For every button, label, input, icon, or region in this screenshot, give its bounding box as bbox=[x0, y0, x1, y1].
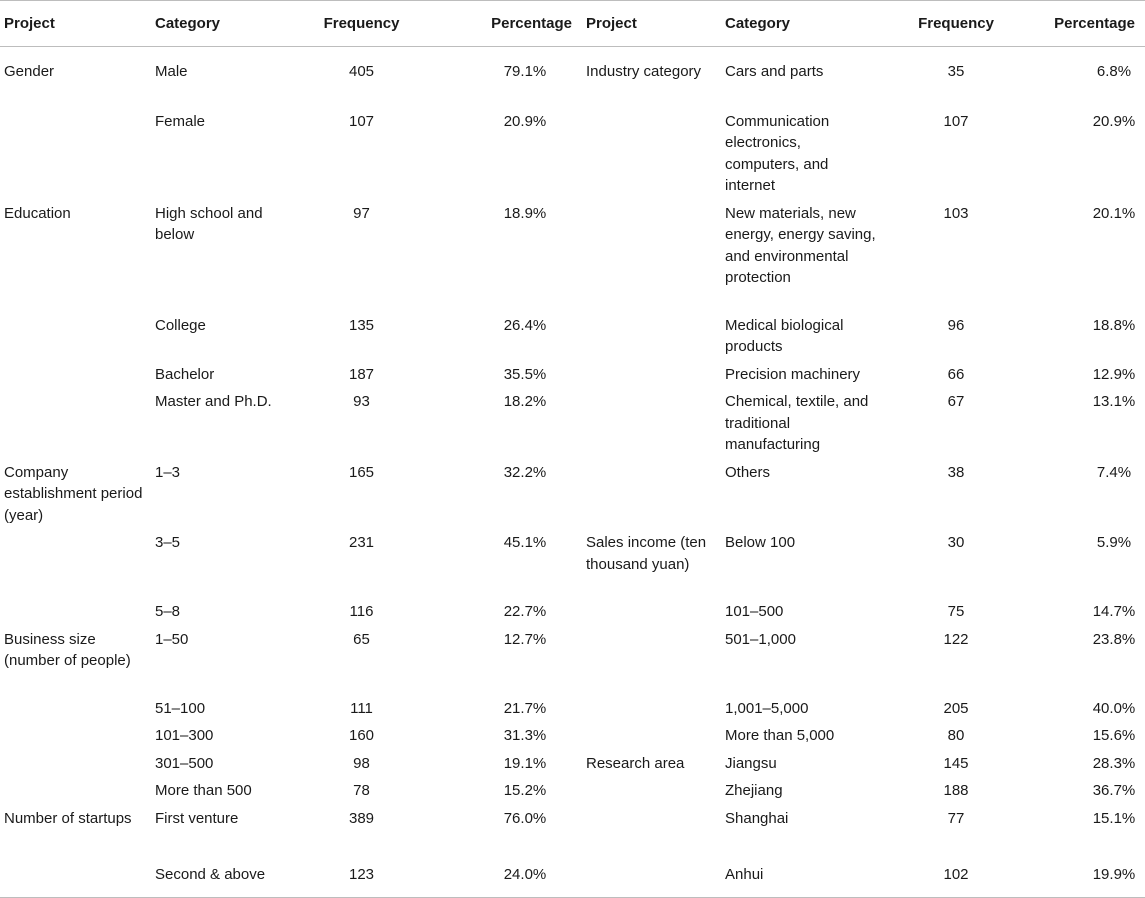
row-category-right-text: Jiangsu bbox=[725, 754, 777, 772]
row-project-left bbox=[0, 802, 155, 850]
row-category-left-text: 5–8 bbox=[155, 603, 181, 620]
row-percentage-right bbox=[1033, 850, 1145, 898]
row-project-right bbox=[582, 747, 725, 775]
row-category-right-text: Anhui bbox=[725, 865, 764, 883]
row-percentage-left bbox=[430, 802, 582, 850]
row-category-left bbox=[155, 105, 293, 197]
row-percentage-left-text: 32.2% bbox=[503, 463, 547, 481]
row-percentage-left bbox=[430, 850, 582, 898]
row-percentage-right bbox=[1033, 358, 1145, 386]
row-percentage-left-text: 21.7% bbox=[503, 699, 547, 717]
row-percentage-right-text: 28.3% bbox=[1092, 754, 1136, 772]
row-percentage-right-text: 13.1% bbox=[1092, 393, 1136, 410]
row-project-left bbox=[0, 623, 155, 692]
row-percentage-right bbox=[1033, 623, 1145, 692]
row-category-left-text: College bbox=[155, 316, 206, 334]
row-category-left bbox=[155, 385, 293, 456]
table-row bbox=[0, 47, 1145, 105]
row-percentage-right bbox=[1033, 595, 1145, 623]
row-frequency-left bbox=[293, 802, 430, 850]
row-category-left-text: 1–50 bbox=[155, 630, 189, 648]
row-category-right bbox=[725, 309, 879, 358]
row-percentage-left bbox=[430, 456, 582, 527]
row-frequency-right-text: 122 bbox=[943, 630, 969, 648]
row-frequency-right-text: 205 bbox=[943, 699, 969, 717]
row-frequency-right-text: 188 bbox=[943, 782, 969, 799]
row-project-right bbox=[582, 526, 725, 595]
row-percentage-right-text: 20.9% bbox=[1092, 112, 1136, 130]
row-frequency-right bbox=[879, 358, 1033, 386]
table-row bbox=[0, 456, 1145, 527]
row-project-left bbox=[0, 385, 155, 456]
row-frequency-left-text: 107 bbox=[348, 112, 375, 130]
row-frequency-left bbox=[293, 197, 430, 309]
row-category-right bbox=[725, 197, 879, 309]
row-project-left bbox=[0, 595, 155, 623]
row-percentage-left-text: 26.4% bbox=[503, 316, 547, 334]
row-frequency-left-text: 78 bbox=[353, 782, 370, 799]
row-percentage-right-text: 5.9% bbox=[1096, 534, 1132, 551]
row-percentage-left bbox=[430, 47, 582, 105]
row-frequency-left-text: 93 bbox=[353, 393, 370, 410]
row-frequency-right bbox=[879, 456, 1033, 527]
row-frequency-right bbox=[879, 385, 1033, 456]
row-category-right-text: 1,001–5,000 bbox=[725, 699, 809, 717]
row-percentage-right-text: 14.7% bbox=[1092, 603, 1136, 620]
row-percentage-right bbox=[1033, 802, 1145, 850]
row-project-right-text: Research area bbox=[586, 754, 685, 772]
row-category-right bbox=[725, 692, 879, 720]
row-category-left-text: Second & above bbox=[155, 865, 266, 883]
row-category-left-text: Female bbox=[155, 112, 206, 130]
row-project-left bbox=[0, 197, 155, 309]
row-frequency-right bbox=[879, 595, 1033, 623]
row-project-left bbox=[0, 774, 155, 802]
row-percentage-left bbox=[430, 309, 582, 358]
row-project-right-text: Industry category bbox=[586, 63, 702, 80]
row-category-left-text: 301–500 bbox=[155, 754, 214, 772]
row-frequency-right bbox=[879, 692, 1033, 720]
row-frequency-right-text: 77 bbox=[947, 809, 965, 827]
row-frequency-right-text: 66 bbox=[947, 365, 965, 383]
row-category-left-text: Master and Ph.D. bbox=[155, 393, 272, 410]
table-header bbox=[0, 1, 1145, 47]
row-frequency-left bbox=[293, 358, 430, 386]
row-project-left-text: Company establishment period (year) bbox=[4, 463, 143, 524]
row-category-left-text: First venture bbox=[155, 809, 239, 827]
header-percentage-right: Percentage bbox=[1033, 1, 1145, 47]
row-project-left bbox=[0, 456, 155, 527]
row-category-left bbox=[155, 719, 293, 747]
table-row bbox=[0, 802, 1145, 850]
row-percentage-left bbox=[430, 692, 582, 720]
row-category-right-text: Precision machinery bbox=[725, 365, 861, 383]
row-frequency-left bbox=[293, 623, 430, 692]
table-row bbox=[0, 197, 1145, 309]
row-project-left-text: Gender bbox=[4, 63, 55, 80]
row-percentage-right-text: 23.8% bbox=[1092, 630, 1136, 648]
row-project-right bbox=[582, 774, 725, 802]
row-percentage-left bbox=[430, 358, 582, 386]
row-frequency-right-text: 145 bbox=[943, 754, 969, 772]
row-frequency-left-text: 160 bbox=[348, 727, 375, 744]
row-percentage-left-text: 45.1% bbox=[503, 534, 547, 551]
row-percentage-right bbox=[1033, 309, 1145, 358]
row-category-left bbox=[155, 802, 293, 850]
row-percentage-left bbox=[430, 719, 582, 747]
row-project-left bbox=[0, 850, 155, 898]
row-percentage-right bbox=[1033, 105, 1145, 197]
row-category-right-text: Cars and parts bbox=[725, 63, 824, 80]
row-percentage-left-text: 79.1% bbox=[503, 63, 547, 80]
row-percentage-left bbox=[430, 526, 582, 595]
row-category-left bbox=[155, 692, 293, 720]
row-percentage-right-text: 18.8% bbox=[1092, 316, 1136, 334]
row-project-left bbox=[0, 309, 155, 358]
row-frequency-left bbox=[293, 719, 430, 747]
row-percentage-right-text: 6.8% bbox=[1096, 63, 1132, 80]
row-category-left-text: 3–5 bbox=[155, 534, 181, 551]
row-percentage-right-text: 40.0% bbox=[1092, 699, 1136, 717]
row-category-left bbox=[155, 595, 293, 623]
row-percentage-right-text: 15.1% bbox=[1092, 809, 1136, 827]
row-percentage-right-text: 19.9% bbox=[1092, 865, 1136, 883]
header-category-right: Category bbox=[725, 1, 879, 47]
row-category-left-text: High school and below bbox=[155, 204, 263, 243]
row-project-right bbox=[582, 105, 725, 197]
row-project-left bbox=[0, 526, 155, 595]
row-project-left bbox=[0, 47, 155, 105]
row-category-right bbox=[725, 47, 879, 105]
table-row bbox=[0, 595, 1145, 623]
row-frequency-right-text: 75 bbox=[947, 603, 965, 620]
row-frequency-right-text: 107 bbox=[943, 112, 969, 130]
row-frequency-left bbox=[293, 774, 430, 802]
row-frequency-left-text: 405 bbox=[348, 63, 375, 80]
row-frequency-right-text: 96 bbox=[947, 316, 965, 334]
row-category-right-text: Below 100 bbox=[725, 534, 796, 551]
row-frequency-right bbox=[879, 850, 1033, 898]
row-percentage-right-text: 15.6% bbox=[1092, 727, 1136, 744]
row-category-right bbox=[725, 526, 879, 595]
row-project-left bbox=[0, 747, 155, 775]
row-frequency-left-text: 231 bbox=[348, 534, 375, 551]
row-category-right bbox=[725, 623, 879, 692]
row-category-left bbox=[155, 309, 293, 358]
row-category-right-text: New materials, new energy, energy saving, and environmental protection bbox=[725, 204, 876, 286]
row-percentage-left bbox=[430, 595, 582, 623]
row-category-right-text: Zhejiang bbox=[725, 782, 783, 799]
row-percentage-right bbox=[1033, 719, 1145, 747]
row-percentage-right bbox=[1033, 47, 1145, 105]
row-project-right bbox=[582, 719, 725, 747]
row-percentage-left-text: 15.2% bbox=[503, 782, 547, 799]
table-row bbox=[0, 526, 1145, 595]
row-percentage-left-text: 19.1% bbox=[503, 754, 547, 772]
row-category-right bbox=[725, 358, 879, 386]
row-category-left bbox=[155, 47, 293, 105]
row-frequency-left bbox=[293, 747, 430, 775]
row-project-right bbox=[582, 385, 725, 456]
row-frequency-right bbox=[879, 719, 1033, 747]
row-project-right bbox=[582, 47, 725, 105]
row-category-left bbox=[155, 358, 293, 386]
row-percentage-right bbox=[1033, 774, 1145, 802]
row-category-right-text: Chemical, textile, and traditional manufacturing bbox=[725, 393, 869, 453]
row-frequency-right bbox=[879, 526, 1033, 595]
row-percentage-right-text: 20.1% bbox=[1092, 204, 1136, 222]
row-category-right bbox=[725, 719, 879, 747]
row-percentage-left-text: 76.0% bbox=[503, 809, 547, 827]
row-percentage-left bbox=[430, 385, 582, 456]
table-row bbox=[0, 719, 1145, 747]
row-category-left bbox=[155, 774, 293, 802]
row-frequency-left bbox=[293, 47, 430, 105]
row-category-left-text: 101–300 bbox=[155, 727, 214, 744]
row-project-left bbox=[0, 692, 155, 720]
row-category-right bbox=[725, 385, 879, 456]
row-category-left-text: More than 500 bbox=[155, 782, 252, 799]
row-category-right bbox=[725, 850, 879, 898]
row-percentage-left bbox=[430, 105, 582, 197]
row-frequency-right bbox=[879, 197, 1033, 309]
row-frequency-left-text: 187 bbox=[348, 365, 375, 383]
row-category-right-text: Shanghai bbox=[725, 809, 789, 827]
row-category-left bbox=[155, 197, 293, 309]
row-project-right bbox=[582, 456, 725, 527]
row-category-left bbox=[155, 850, 293, 898]
row-project-right bbox=[582, 623, 725, 692]
row-project-right bbox=[582, 802, 725, 850]
row-category-right bbox=[725, 105, 879, 197]
row-frequency-right-text: 35 bbox=[947, 63, 965, 80]
row-category-left bbox=[155, 623, 293, 692]
row-frequency-left-text: 116 bbox=[349, 603, 374, 620]
row-category-left-text: Bachelor bbox=[155, 365, 215, 383]
row-frequency-left-text: 65 bbox=[353, 630, 370, 648]
row-percentage-left-text: 18.9% bbox=[503, 204, 547, 222]
row-project-left-text: Business size (number of people) bbox=[4, 630, 131, 669]
row-frequency-left bbox=[293, 309, 430, 358]
header-frequency-left: Frequency bbox=[293, 1, 430, 47]
table-row bbox=[0, 385, 1145, 456]
row-project-right bbox=[582, 197, 725, 309]
row-percentage-left-text: 20.9% bbox=[503, 112, 547, 130]
row-category-right bbox=[725, 456, 879, 527]
row-frequency-right bbox=[879, 802, 1033, 850]
row-percentage-left-text: 22.7% bbox=[503, 603, 547, 620]
header-category-left: Category bbox=[155, 1, 293, 47]
row-percentage-left-text: 12.7% bbox=[503, 630, 547, 648]
row-frequency-left bbox=[293, 385, 430, 456]
row-percentage-right bbox=[1033, 197, 1145, 309]
row-category-right bbox=[725, 747, 879, 775]
row-percentage-left bbox=[430, 623, 582, 692]
row-frequency-left-text: 111 bbox=[350, 699, 373, 717]
table-row bbox=[0, 309, 1145, 358]
row-percentage-left-text: 18.2% bbox=[503, 393, 547, 410]
row-category-left bbox=[155, 456, 293, 527]
header-percentage-left: Percentage bbox=[430, 1, 582, 47]
row-project-right bbox=[582, 358, 725, 386]
row-category-right bbox=[725, 802, 879, 850]
row-frequency-right-text: 103 bbox=[943, 204, 969, 222]
row-frequency-left bbox=[293, 456, 430, 527]
row-project-left bbox=[0, 358, 155, 386]
row-category-left-text: 51–100 bbox=[155, 699, 206, 717]
row-project-left bbox=[0, 719, 155, 747]
row-frequency-left-text: 389 bbox=[348, 809, 375, 827]
row-category-right-text: Medical biological products bbox=[725, 316, 844, 355]
row-frequency-right bbox=[879, 747, 1033, 775]
row-frequency-right bbox=[879, 623, 1033, 692]
row-category-right-text: 501–1,000 bbox=[725, 630, 796, 648]
row-percentage-right-text: 7.4% bbox=[1096, 463, 1132, 481]
row-percentage-right bbox=[1033, 456, 1145, 527]
row-percentage-left bbox=[430, 197, 582, 309]
row-frequency-left bbox=[293, 526, 430, 595]
row-project-left-text: Number of startups bbox=[4, 809, 132, 827]
header-project-left: Project bbox=[0, 1, 155, 47]
row-frequency-right bbox=[879, 774, 1033, 802]
row-percentage-left-text: 35.5% bbox=[503, 365, 547, 383]
table-row bbox=[0, 692, 1145, 720]
row-project-right bbox=[582, 309, 725, 358]
row-category-left-text: Male bbox=[155, 63, 188, 80]
header-row bbox=[0, 1, 1145, 47]
row-frequency-right-text: 67 bbox=[947, 393, 965, 410]
row-percentage-left bbox=[430, 747, 582, 775]
row-frequency-right-text: 30 bbox=[947, 534, 965, 551]
row-percentage-right bbox=[1033, 526, 1145, 595]
row-category-right bbox=[725, 774, 879, 802]
table-row bbox=[0, 623, 1145, 692]
row-frequency-left-text: 123 bbox=[348, 865, 375, 883]
row-frequency-left bbox=[293, 850, 430, 898]
row-project-right bbox=[582, 692, 725, 720]
row-category-left-text: 1–3 bbox=[155, 463, 181, 481]
row-frequency-left-text: 98 bbox=[353, 754, 370, 772]
row-percentage-right-text: 12.9% bbox=[1092, 365, 1136, 383]
row-percentage-right bbox=[1033, 385, 1145, 456]
row-frequency-left bbox=[293, 105, 430, 197]
row-project-right bbox=[582, 850, 725, 898]
row-percentage-right bbox=[1033, 692, 1145, 720]
row-percentage-left bbox=[430, 774, 582, 802]
row-frequency-left-text: 97 bbox=[353, 204, 370, 222]
row-category-right-text: More than 5,000 bbox=[725, 727, 835, 744]
row-percentage-left-text: 24.0% bbox=[503, 865, 547, 883]
table-row bbox=[0, 774, 1145, 802]
row-frequency-right bbox=[879, 105, 1033, 197]
row-project-left-text: Education bbox=[4, 204, 71, 222]
table-body bbox=[0, 47, 1145, 898]
row-category-left bbox=[155, 747, 293, 775]
header-project-right: Project bbox=[582, 1, 725, 47]
row-frequency-right bbox=[879, 47, 1033, 105]
row-frequency-right bbox=[879, 309, 1033, 358]
row-category-right bbox=[725, 595, 879, 623]
row-frequency-right-text: 80 bbox=[947, 727, 965, 744]
row-project-right bbox=[582, 595, 725, 623]
row-project-left bbox=[0, 105, 155, 197]
row-category-right-text: 101–500 bbox=[725, 603, 784, 620]
table-row bbox=[0, 105, 1145, 197]
row-project-right-text: Sales income (ten thousand yuan) bbox=[586, 534, 707, 573]
table-row bbox=[0, 747, 1145, 775]
table-row bbox=[0, 850, 1145, 898]
row-percentage-left-text: 31.3% bbox=[503, 727, 547, 744]
row-frequency-left bbox=[293, 692, 430, 720]
row-category-left bbox=[155, 526, 293, 595]
row-category-right-text: Communication electronics, computers, and internet bbox=[725, 112, 830, 194]
row-frequency-right-text: 38 bbox=[947, 463, 965, 481]
row-frequency-left-text: 165 bbox=[348, 463, 375, 481]
header-frequency-right: Frequency bbox=[879, 1, 1033, 47]
row-percentage-right bbox=[1033, 747, 1145, 775]
table-row bbox=[0, 358, 1145, 386]
row-frequency-left-text: 135 bbox=[348, 316, 375, 334]
row-category-right-text: Others bbox=[725, 463, 771, 481]
row-frequency-right-text: 102 bbox=[943, 865, 969, 883]
row-frequency-left bbox=[293, 595, 430, 623]
row-percentage-right-text: 36.7% bbox=[1092, 782, 1136, 799]
